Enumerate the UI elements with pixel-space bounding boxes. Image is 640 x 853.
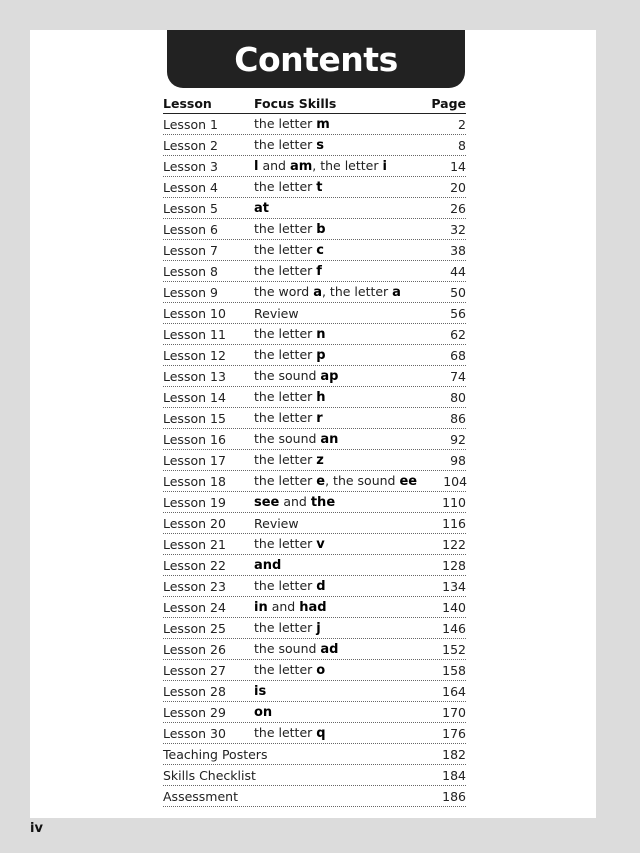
page-ref: 186 — [442, 788, 466, 804]
table-row — [163, 639, 466, 660]
focus-skill — [254, 221, 416, 237]
page-ref: 20 — [450, 179, 466, 195]
skill-focus-text: m — [316, 117, 330, 132]
table-row — [163, 282, 466, 303]
lesson-label: Lesson 23 — [163, 578, 226, 594]
skill-text: the letter — [254, 263, 317, 278]
lesson-label: Lesson 30 — [163, 725, 226, 741]
page-ref: 170 — [442, 704, 466, 720]
focus-skill — [254, 284, 416, 300]
table-row — [163, 177, 466, 198]
section-label: Teaching Posters — [163, 746, 268, 762]
lesson-label: Lesson 8 — [163, 263, 218, 279]
table-row — [163, 198, 466, 219]
lesson-label: Lesson 5 — [163, 200, 218, 216]
table-row — [163, 555, 466, 576]
header-page: Page — [431, 96, 466, 111]
lesson-label: Lesson 29 — [163, 704, 226, 720]
skill-text: the letter — [254, 347, 317, 362]
skill-focus-text: j — [316, 621, 321, 636]
page-ref: 14 — [450, 158, 466, 174]
skill-text: the sound — [254, 641, 321, 656]
table-row — [163, 219, 466, 240]
focus-skill — [254, 116, 416, 132]
table-row — [163, 681, 466, 702]
section-label: Skills Checklist — [163, 767, 256, 783]
skill-text: the letter — [254, 116, 317, 131]
table-row — [163, 450, 466, 471]
skill-text: and — [279, 494, 311, 509]
page-ref: 158 — [442, 662, 466, 678]
skill-text: the sound — [254, 368, 321, 383]
table-row — [163, 534, 466, 555]
page-ref: 44 — [450, 263, 466, 279]
skill-text: the letter — [254, 620, 317, 635]
skill-text: Review — [254, 515, 299, 531]
skill-text: the letter — [254, 725, 317, 740]
skill-focus-text: see — [254, 495, 280, 510]
title-banner — [167, 30, 465, 88]
skill-focus-text: is — [254, 684, 267, 699]
skill-focus-text: had — [299, 600, 327, 615]
table-row — [163, 723, 466, 744]
skill-text: the letter — [254, 578, 317, 593]
skill-text: the letter — [254, 452, 317, 467]
skill-focus-text: h — [316, 390, 326, 405]
lesson-label: Lesson 15 — [163, 410, 226, 426]
focus-skill — [254, 536, 416, 552]
skill-focus-text: i — [382, 159, 387, 174]
skill-text: the letter — [254, 410, 317, 425]
table-row — [163, 471, 466, 492]
lesson-rows — [163, 114, 466, 744]
skill-text: the letter — [254, 662, 317, 677]
skill-text: , the sound — [325, 473, 400, 488]
page-ref: 26 — [450, 200, 466, 216]
lesson-label: Lesson 24 — [163, 599, 226, 615]
focus-skill — [254, 263, 416, 279]
skill-text: the word — [254, 284, 314, 299]
skill-focus-text: t — [316, 180, 323, 195]
skill-focus-text: an — [320, 432, 339, 447]
page-ref: 92 — [450, 431, 466, 447]
page-ref: 86 — [450, 410, 466, 426]
table-row — [163, 513, 466, 534]
page-ref: 164 — [442, 683, 466, 699]
page-ref: 140 — [442, 599, 466, 615]
skill-focus-text: c — [316, 243, 324, 258]
page-number: iv — [30, 821, 43, 836]
focus-skill — [254, 431, 416, 447]
skill-text: and — [258, 158, 290, 173]
table-row — [163, 702, 466, 723]
page-ref: 8 — [458, 137, 466, 153]
table-header — [163, 93, 466, 114]
skill-text: the letter — [254, 137, 317, 152]
page-title: Contents — [234, 39, 398, 79]
lesson-label: Lesson 25 — [163, 620, 226, 636]
skill-text: the letter — [254, 326, 317, 341]
lesson-label: Lesson 3 — [163, 158, 218, 174]
skill-focus-text: ad — [320, 642, 339, 657]
focus-skill — [254, 725, 416, 741]
focus-skill — [254, 704, 416, 720]
focus-skill — [254, 620, 416, 636]
page-ref: 110 — [442, 494, 466, 510]
table-row — [163, 345, 466, 366]
skill-focus-text: n — [316, 327, 326, 342]
skill-text: , the letter — [321, 284, 393, 299]
skill-focus-text: and — [254, 558, 282, 573]
lesson-label: Lesson 2 — [163, 137, 218, 153]
table-row — [163, 744, 466, 765]
page-ref: 50 — [450, 284, 466, 300]
table-row — [163, 303, 466, 324]
skill-focus-text: s — [316, 138, 325, 153]
skill-focus-text: a — [313, 285, 322, 300]
table-row — [163, 240, 466, 261]
focus-skill — [254, 516, 416, 531]
page-ref: 146 — [442, 620, 466, 636]
skill-focus-text: v — [316, 537, 325, 552]
skill-text: the letter — [254, 473, 317, 488]
lesson-label: Lesson 12 — [163, 347, 226, 363]
skill-text: the letter — [254, 179, 317, 194]
lesson-label: Lesson 27 — [163, 662, 226, 678]
lesson-label: Lesson 18 — [163, 473, 226, 489]
table-row — [163, 135, 466, 156]
page-ref: 176 — [442, 725, 466, 741]
lesson-label: Lesson 1 — [163, 116, 218, 132]
contents-page — [30, 30, 596, 818]
table-row — [163, 408, 466, 429]
skill-focus-text: z — [316, 453, 324, 468]
lesson-label: Lesson 14 — [163, 389, 226, 405]
page-ref: 98 — [450, 452, 466, 468]
page-ref: 2 — [458, 116, 466, 132]
skill-text: the letter — [254, 221, 317, 236]
page-ref: 122 — [442, 536, 466, 552]
skill-focus-text: f — [316, 264, 322, 279]
focus-skill — [254, 641, 416, 657]
focus-skill — [254, 326, 416, 342]
contents-table — [163, 93, 466, 807]
lesson-label: Lesson 16 — [163, 431, 226, 447]
focus-skill — [254, 452, 416, 468]
skill-focus-text: am — [289, 159, 313, 174]
focus-skill — [254, 158, 416, 174]
lesson-label: Lesson 9 — [163, 284, 218, 300]
focus-skill — [254, 137, 416, 153]
skill-text: the letter — [254, 536, 317, 551]
focus-skill — [254, 306, 416, 321]
table-row — [163, 387, 466, 408]
header-lesson: Lesson — [163, 96, 212, 111]
focus-skill — [254, 662, 416, 678]
page-ref: 80 — [450, 389, 466, 405]
lesson-label: Lesson 10 — [163, 305, 226, 321]
table-row — [163, 660, 466, 681]
skill-text: the sound — [254, 431, 321, 446]
focus-skill — [254, 179, 416, 195]
skill-focus-text: a — [392, 285, 401, 300]
focus-skill — [254, 368, 416, 384]
skill-text: Review — [254, 305, 299, 321]
skill-focus-text: e — [316, 474, 326, 489]
table-row — [163, 156, 466, 177]
table-row — [163, 114, 466, 135]
focus-skill — [254, 242, 416, 258]
focus-skill — [254, 578, 416, 594]
page-ref: 56 — [450, 305, 466, 321]
skill-text: , the letter — [312, 158, 383, 173]
lesson-label: Lesson 26 — [163, 641, 226, 657]
table-row — [163, 618, 466, 639]
table-row — [163, 324, 466, 345]
page-ref: 152 — [442, 641, 466, 657]
table-row — [163, 261, 466, 282]
page-ref: 62 — [450, 326, 466, 342]
skill-focus-text: l — [254, 159, 259, 174]
skill-focus-text: p — [316, 348, 326, 363]
skill-focus-text: b — [316, 222, 326, 237]
skill-focus-text: d — [316, 579, 326, 594]
skill-focus-text: q — [316, 726, 326, 741]
skill-text: the letter — [254, 242, 317, 257]
focus-skill — [254, 557, 416, 573]
table-row — [163, 786, 466, 807]
page-ref: 134 — [442, 578, 466, 594]
skill-focus-text: ee — [399, 474, 418, 489]
skill-focus-text: o — [316, 663, 326, 678]
lesson-label: Lesson 17 — [163, 452, 226, 468]
table-row — [163, 765, 466, 786]
section-label: Assessment — [163, 788, 238, 804]
lesson-label: Lesson 6 — [163, 221, 218, 237]
header-focus-skills: Focus Skills — [254, 96, 337, 111]
page-ref: 128 — [442, 557, 466, 573]
page-ref: 32 — [450, 221, 466, 237]
lesson-label: Lesson 4 — [163, 179, 218, 195]
lesson-label: Lesson 13 — [163, 368, 226, 384]
lesson-label: Lesson 19 — [163, 494, 226, 510]
lesson-label: Lesson 22 — [163, 557, 226, 573]
page-ref: 68 — [450, 347, 466, 363]
skill-focus-text: on — [254, 705, 273, 720]
lesson-label: Lesson 20 — [163, 515, 226, 531]
lesson-label: Lesson 28 — [163, 683, 226, 699]
lesson-label: Lesson 7 — [163, 242, 218, 258]
page-ref: 104 — [443, 473, 468, 489]
focus-skill — [254, 473, 417, 489]
table-row — [163, 429, 466, 450]
focus-skill — [254, 389, 416, 405]
extra-rows — [163, 744, 466, 807]
skill-text: the letter — [254, 389, 317, 404]
focus-skill — [254, 599, 416, 615]
lesson-label: Lesson 11 — [163, 326, 226, 342]
page-ref: 116 — [442, 515, 466, 531]
page-ref: 74 — [450, 368, 466, 384]
skill-focus-text: the — [310, 495, 336, 510]
skill-focus-text: ap — [320, 369, 339, 384]
skill-focus-text: in — [254, 600, 268, 615]
lesson-label: Lesson 21 — [163, 536, 226, 552]
focus-skill — [254, 494, 416, 510]
table-row — [163, 366, 466, 387]
skill-focus-text: at — [254, 201, 269, 216]
page-ref: 182 — [442, 746, 466, 762]
focus-skill — [254, 683, 416, 699]
page-ref: 184 — [442, 767, 466, 783]
focus-skill — [254, 410, 416, 426]
focus-skill — [254, 347, 416, 363]
focus-skill — [254, 200, 416, 216]
table-row — [163, 576, 466, 597]
page-ref: 38 — [450, 242, 466, 258]
table-row — [163, 597, 466, 618]
table-row — [163, 492, 466, 513]
skill-focus-text: r — [316, 411, 323, 426]
skill-text: and — [267, 599, 300, 614]
